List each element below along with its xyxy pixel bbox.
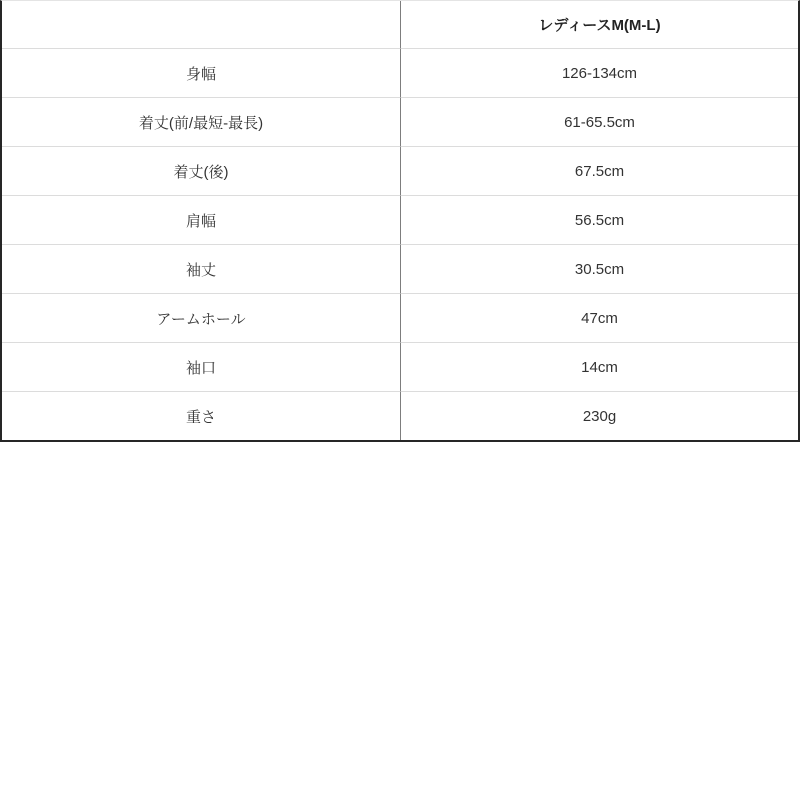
row-value: 67.5cm (400, 146, 798, 195)
table-row (2, 293, 798, 342)
table-row (2, 48, 798, 97)
header-size-cell: レディースM(M-L) (400, 1, 798, 48)
row-value: 61-65.5cm (400, 97, 798, 146)
row-value: 126-134cm (400, 48, 798, 97)
row-value: 47cm (400, 293, 798, 342)
table-row (2, 97, 798, 146)
table-body (2, 48, 798, 440)
row-label: 重さ (2, 391, 400, 440)
row-value: 56.5cm (400, 195, 798, 244)
table-row (2, 391, 798, 440)
table-row (2, 244, 798, 293)
table-row (2, 146, 798, 195)
row-value: 14cm (400, 342, 798, 391)
header-empty-cell (2, 1, 400, 48)
table-row (2, 195, 798, 244)
row-label: 着丈(前/最短-最長) (2, 97, 400, 146)
row-value: 230g (400, 391, 798, 440)
table-head (2, 1, 798, 48)
table-header-row (2, 1, 798, 48)
row-label: 身幅 (2, 48, 400, 97)
row-value: 30.5cm (400, 244, 798, 293)
row-label: 着丈(後) (2, 146, 400, 195)
table-row (2, 342, 798, 391)
row-label: 肩幅 (2, 195, 400, 244)
row-label: 袖口 (2, 342, 400, 391)
row-label: 袖丈 (2, 244, 400, 293)
row-label: アームホール (2, 293, 400, 342)
